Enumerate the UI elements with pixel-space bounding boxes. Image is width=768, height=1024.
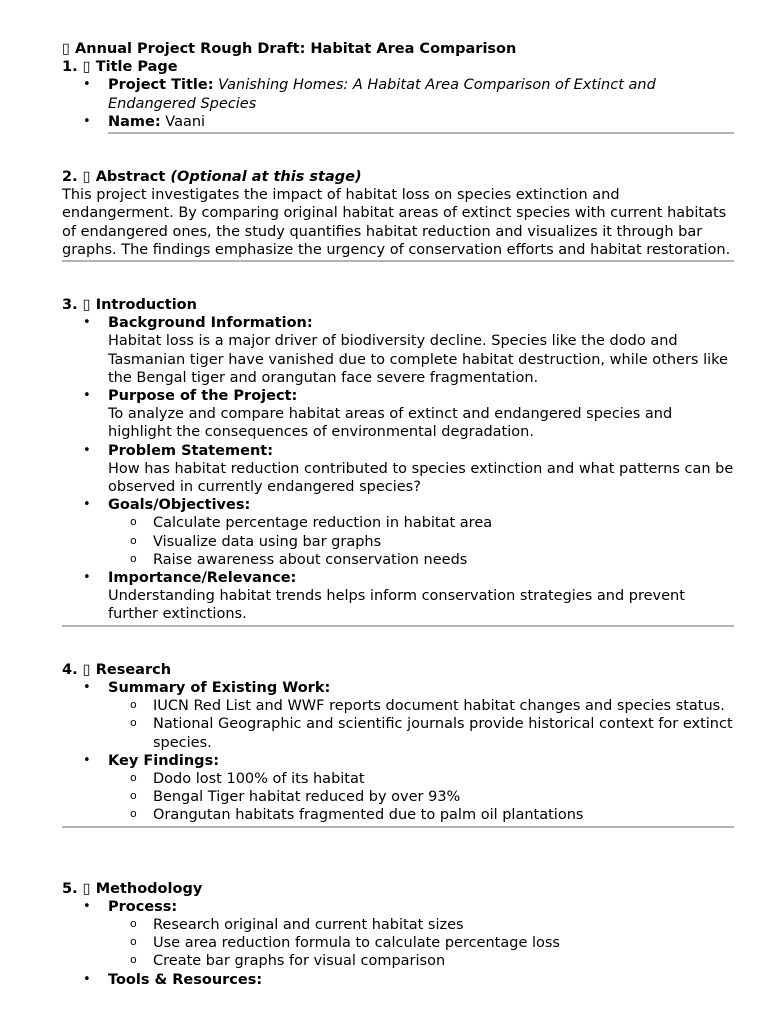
section-abstract-heading	[62, 168, 734, 186]
process-label: • Process:	[108, 898, 178, 915]
section-number: 1.	[62, 59, 83, 76]
section-number: 5.	[62, 880, 83, 897]
summary-item: o National Geographic and scientific journals provide historical context for extinct species.	[108, 715, 734, 751]
list-item	[62, 314, 734, 387]
section-introduction-heading	[62, 296, 734, 314]
list-item	[62, 76, 734, 112]
research-list	[62, 679, 734, 825]
spacer	[62, 134, 734, 168]
process-item: o Create bar graphs for visual comparison	[108, 952, 734, 970]
background-text: Habitat loss is a major driver of biodiversity decline. Species like the dodo and Tasmanian tiger have vanished due to complete habitat destruction, while others like the Bengal tiger and orangutan face severe fragmentation.	[108, 333, 728, 386]
placeholder-icon: ▯	[82, 661, 91, 678]
process-list	[108, 916, 734, 971]
document-title	[62, 40, 734, 58]
section-research-heading	[62, 661, 734, 679]
introduction-list	[62, 314, 734, 623]
project-title-value: Vanishing Homes: A Habitat Area Comparison of Extinct and Endangered Species	[108, 77, 656, 112]
title-page-list	[62, 76, 734, 131]
spacer	[62, 627, 734, 661]
placeholder-icon: ▯	[62, 41, 70, 57]
summary-list	[108, 697, 734, 752]
list-item	[62, 971, 734, 989]
placeholder-icon: ▯	[82, 59, 91, 76]
name-label: Name:	[108, 113, 161, 130]
finding-item: o Orangutan habitats fragmented due to palm oil plantations	[108, 806, 734, 824]
list-item	[62, 752, 734, 825]
section-methodology-heading	[62, 880, 734, 898]
importance-label: • Importance/Relevance:	[108, 570, 297, 587]
name-value: Vaani	[165, 113, 206, 130]
summary-label: • Summary of Existing Work:	[108, 679, 331, 696]
importance-text: Understanding habitat trends helps inform conservation strategies and prevent further extinctions.	[108, 588, 685, 623]
list-item	[62, 679, 734, 752]
list-item	[62, 387, 734, 442]
goals-label: • Goals/Objectives:	[108, 497, 251, 514]
list-item	[62, 442, 734, 497]
project-title-label: Project Title:	[108, 77, 214, 94]
section-label: Introduction	[95, 297, 197, 314]
section-title-page-heading	[62, 58, 734, 76]
goal-item: o Raise awareness about conservation needs	[108, 551, 734, 569]
goal-item: o Calculate percentage reduction in habitat area	[108, 514, 734, 532]
section-label: Research	[95, 661, 172, 678]
problem-label: • Problem Statement:	[108, 442, 274, 459]
spacer	[62, 262, 734, 296]
section-note: (Optional at this stage)	[170, 169, 362, 186]
list-item	[62, 113, 734, 131]
section-number: 2.	[62, 169, 83, 186]
abstract-text: This project investigates the impact of habitat loss on species extinction and endangerment. By comparing original habitat areas of extinct species with current habitats of endangered ones, the study quantifies habitat reduction and visualizes it through bar graphs. The findings emphasize the urgency of conservation efforts and habitat restoration.	[62, 187, 731, 258]
goals-list	[108, 514, 734, 569]
purpose-label: • Purpose of the Project:	[108, 388, 298, 405]
section-label: Title Page	[95, 59, 178, 76]
findings-list	[108, 770, 734, 825]
summary-item: o IUCN Red List and WWF reports document habitat changes and species status.	[108, 697, 734, 715]
list-item	[62, 496, 734, 569]
document	[62, 40, 734, 989]
section-label: Abstract	[95, 169, 171, 186]
placeholder-icon: ▯	[82, 297, 91, 314]
problem-text: How has habitat reduction contributed to species extinction and what patterns can be observed in currently endangered species?	[108, 460, 734, 496]
list-item	[62, 898, 734, 971]
methodology-list	[62, 898, 734, 989]
purpose-text: To analyze and compare habitat areas of extinct and endangered species and highlight the consequences of environmental degradation.	[108, 406, 673, 441]
section-number: 3.	[62, 297, 83, 314]
section-label: Methodology	[95, 880, 203, 897]
process-item: o Use area reduction formula to calculate percentage loss	[108, 934, 734, 952]
section-number: 4.	[62, 661, 83, 678]
finding-item: o Bengal Tiger habitat reduced by over 93%	[108, 788, 734, 806]
goal-item: o Visualize data using bar graphs	[108, 533, 734, 551]
tools-label: • Tools & Resources:	[108, 971, 263, 988]
document-title-text: Annual Project Rough Draft: Habitat Area Comparison	[75, 41, 517, 57]
process-item: o Research original and current habitat sizes	[108, 916, 734, 934]
placeholder-icon: ▯	[82, 169, 91, 186]
list-item	[62, 569, 734, 624]
placeholder-icon: ▯	[82, 880, 91, 897]
finding-item: o Dodo lost 100% of its habitat	[108, 770, 734, 788]
findings-label: • Key Findings:	[108, 752, 219, 769]
background-label: • Background Information:	[108, 315, 313, 332]
spacer	[62, 828, 734, 880]
